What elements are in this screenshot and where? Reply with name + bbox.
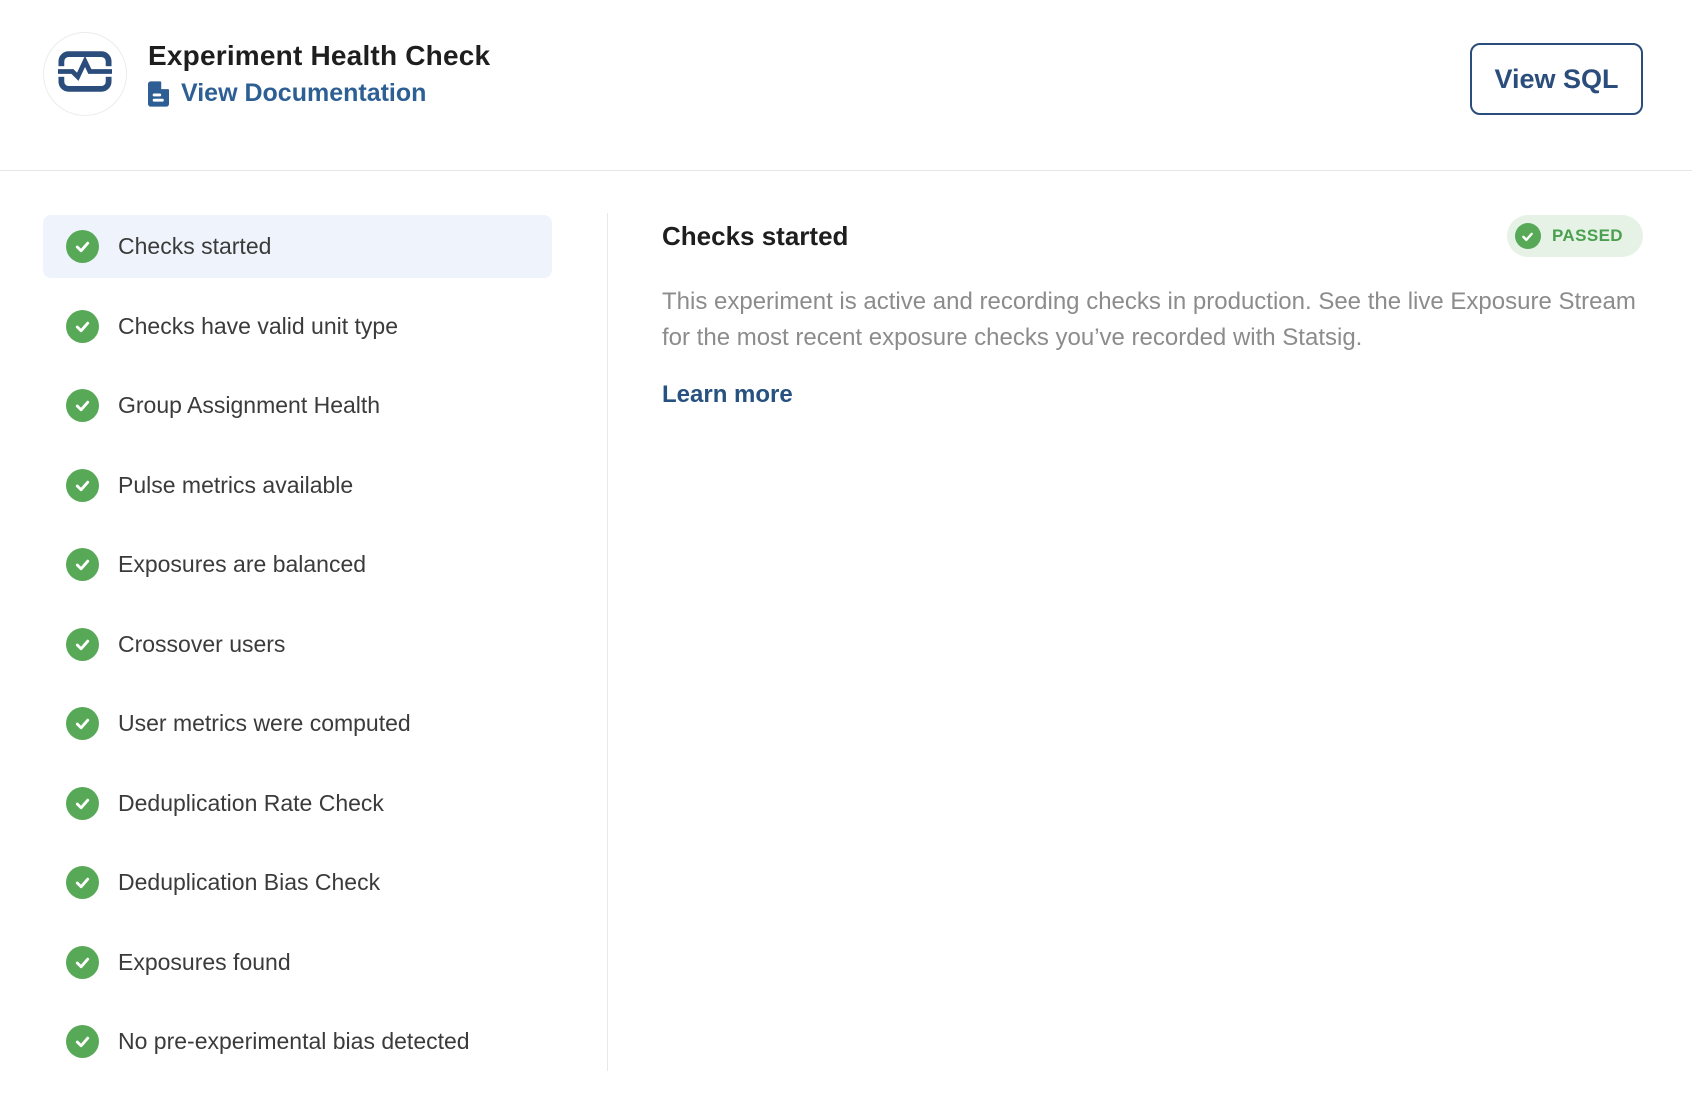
check-circle-icon bbox=[66, 1025, 99, 1058]
health-check-item[interactable] bbox=[43, 533, 552, 596]
check-circle-icon bbox=[66, 230, 99, 263]
view-sql-button[interactable]: View SQL bbox=[1470, 43, 1643, 115]
check-circle-icon bbox=[66, 310, 99, 343]
health-check-item[interactable] bbox=[43, 215, 552, 278]
check-circle-icon bbox=[66, 548, 99, 581]
check-circle-icon bbox=[66, 628, 99, 661]
health-check-item-label: No pre-experimental bias detected bbox=[118, 1028, 470, 1054]
health-check-item[interactable] bbox=[43, 692, 552, 755]
check-circle-icon bbox=[66, 787, 99, 820]
health-check-item-label: User metrics were computed bbox=[118, 710, 411, 736]
learn-more-link[interactable]: Learn more bbox=[662, 381, 793, 408]
view-documentation-label: View Documentation bbox=[181, 79, 427, 107]
check-detail-header bbox=[662, 215, 1643, 257]
check-circle-icon bbox=[1515, 223, 1541, 249]
check-detail-panel bbox=[607, 171, 1692, 1073]
health-check-item-label: Group Assignment Health bbox=[118, 392, 381, 418]
health-check-sidebar bbox=[0, 171, 607, 1073]
check-detail-title: Checks started bbox=[662, 221, 849, 251]
pulse-chart-icon bbox=[58, 50, 112, 98]
health-check-item[interactable] bbox=[43, 851, 552, 914]
document-icon bbox=[148, 81, 169, 107]
health-check-item[interactable] bbox=[43, 374, 552, 437]
status-badge-label: PASSED bbox=[1551, 226, 1623, 245]
check-description: This experiment is active and recording checks in production. See the live Exposure Stream for the most recent exposure checks you’ve recorded with Statsig. bbox=[662, 288, 1636, 351]
health-check-item-label: Pulse metrics available bbox=[118, 471, 354, 498]
health-check-header bbox=[0, 0, 1692, 171]
health-check-item[interactable] bbox=[43, 295, 552, 358]
header-title-block bbox=[148, 32, 490, 108]
status-badge bbox=[1507, 215, 1643, 257]
vertical-divider bbox=[607, 213, 608, 1071]
check-circle-icon bbox=[66, 946, 99, 979]
health-check-item[interactable] bbox=[43, 1010, 552, 1073]
app-avatar bbox=[43, 32, 127, 116]
health-check-item-label: Checks have valid unit type bbox=[118, 312, 398, 339]
view-documentation-link[interactable] bbox=[148, 79, 490, 108]
health-check-item-label: Deduplication Bias Check bbox=[118, 869, 381, 895]
health-check-item-label: Crossover users bbox=[118, 630, 286, 657]
check-circle-icon bbox=[66, 707, 99, 740]
check-circle-icon bbox=[66, 866, 99, 899]
page-title: Experiment Health Check bbox=[148, 40, 491, 71]
health-check-body bbox=[0, 171, 1692, 1073]
health-check-list bbox=[43, 215, 552, 1073]
health-check-item[interactable] bbox=[43, 772, 552, 835]
health-check-item-label: Checks started bbox=[118, 233, 272, 259]
health-check-item-label: Exposures found bbox=[118, 948, 291, 975]
check-circle-icon bbox=[66, 469, 99, 502]
check-circle-icon bbox=[66, 389, 99, 422]
health-check-item-label: Exposures are balanced bbox=[118, 551, 367, 577]
health-check-item[interactable] bbox=[43, 613, 552, 676]
health-check-item-label: Deduplication Rate Check bbox=[118, 789, 384, 816]
health-check-item[interactable] bbox=[43, 931, 552, 994]
health-check-item[interactable] bbox=[43, 454, 552, 517]
